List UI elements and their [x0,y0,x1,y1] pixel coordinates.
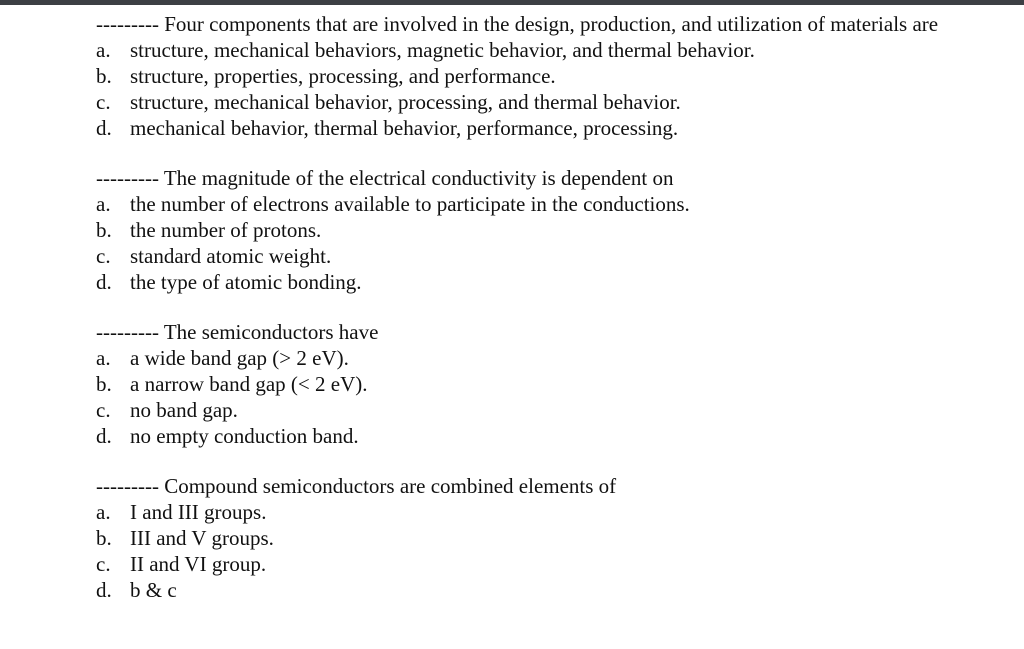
option-b [96,371,996,397]
option-letter: a. [96,192,111,216]
option-d [96,115,996,141]
option-text: standard atomic weight. [130,244,332,268]
option-letter: b. [96,526,112,550]
answer-blank: --------- [96,474,159,498]
option-c [96,551,996,577]
viewer-top-bar [0,0,1024,5]
option-text: II and VI group. [130,552,267,576]
document-page [96,11,996,627]
option-letter: b. [96,64,112,88]
option-a [96,37,996,63]
option-text: no band gap. [130,398,238,422]
question-4 [96,473,996,603]
option-text: structure, mechanical behavior, processing, and thermal behavior. [130,90,681,114]
option-letter: d. [96,270,112,294]
option-letter: a. [96,38,111,62]
option-text: III and V groups. [130,526,274,550]
option-letter: c. [96,90,111,114]
answer-blank: --------- [96,12,159,36]
option-letter: b. [96,218,112,242]
option-text: the number of electrons available to participate in the conductions. [130,192,690,216]
question-stem [96,319,996,345]
option-text: the type of atomic bonding. [130,270,362,294]
option-letter: d. [96,578,112,602]
option-text: a narrow band gap (< 2 eV). [130,372,368,396]
question-stem [96,11,996,37]
option-d [96,577,996,603]
option-letter: a. [96,500,111,524]
question-text: The semiconductors have [163,320,379,344]
option-letter: d. [96,116,112,140]
option-text: the number of protons. [130,218,322,242]
question-stem [96,473,996,499]
option-d [96,269,996,295]
question-text: Compound semiconductors are combined elements of [164,474,617,498]
option-c [96,243,996,269]
option-b [96,63,996,89]
option-a [96,499,996,525]
option-list [96,345,996,449]
option-text: structure, mechanical behaviors, magnetic behavior, and thermal behavior. [130,38,755,62]
option-letter: d. [96,424,112,448]
option-letter: c. [96,552,111,576]
option-text: a wide band gap (> 2 eV). [130,346,349,370]
option-b [96,217,996,243]
option-a [96,345,996,371]
option-d [96,423,996,449]
option-list [96,37,996,141]
answer-blank: --------- [96,166,159,190]
question-text: Four components that are involved in the design, production, and utilization of materials are [164,12,939,36]
option-text: no empty conduction band. [130,424,359,448]
question-1 [96,11,996,141]
answer-blank: --------- [96,320,159,344]
question-stem [96,165,996,191]
question-2 [96,165,996,295]
option-b [96,525,996,551]
option-c [96,397,996,423]
option-letter: a. [96,346,111,370]
question-3 [96,319,996,449]
option-text: mechanical behavior, thermal behavior, performance, processing. [130,116,679,140]
option-text: structure, properties, processing, and performance. [130,64,556,88]
option-list [96,499,996,603]
option-a [96,191,996,217]
option-letter: c. [96,398,111,422]
option-text: I and III groups. [130,500,267,524]
option-c [96,89,996,115]
option-text: b & c [130,578,177,602]
question-text: The magnitude of the electrical conductivity is dependent on [163,166,674,190]
option-letter: b. [96,372,112,396]
option-list [96,191,996,295]
option-letter: c. [96,244,111,268]
